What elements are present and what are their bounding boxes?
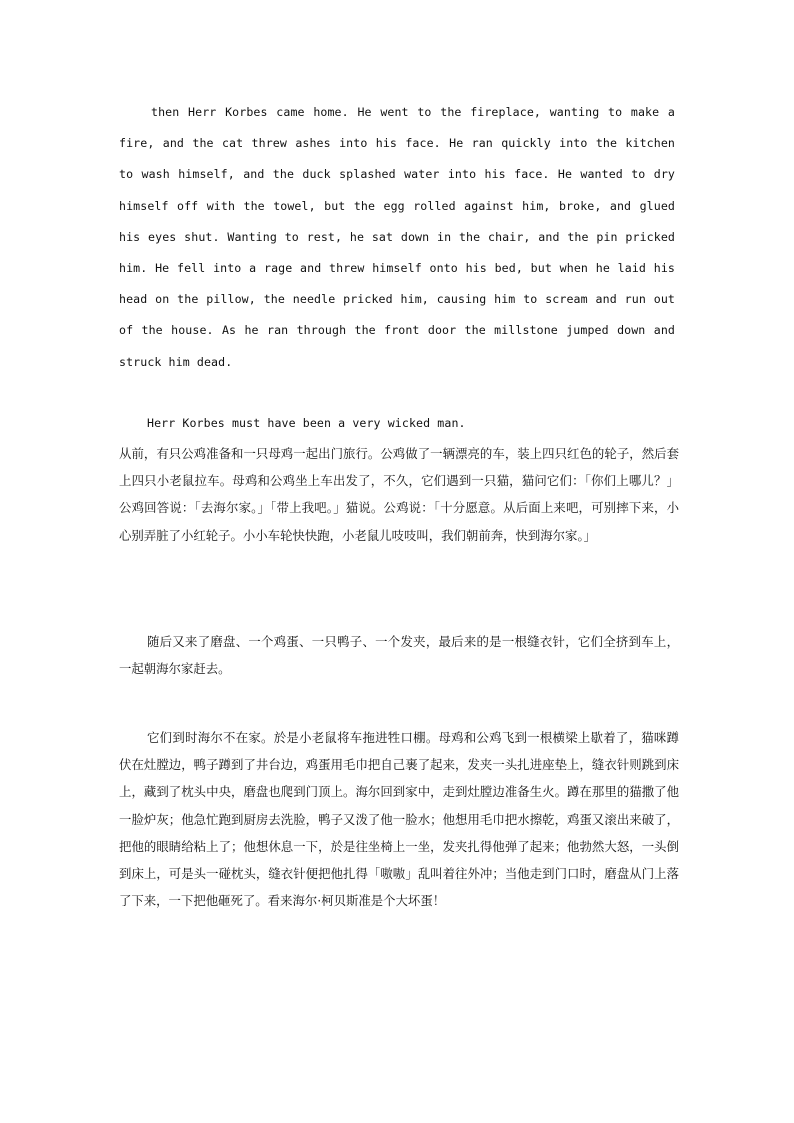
english-paragraph-1: then Herr Korbes came home. He went to the fireplace, wanting to make a fire, and the cat threw ashes into his face. He ran quickly into the kitchen to wash himself, and the duck splashed water into his face. He wanted to dry himself off with the towel, but the egg rolled against him, broke, and glued his eyes shut. Wanting to rest, he sat down in the chair, and the pin pricked him. He fell into a rage and threw himself onto his bed, but when he laid his head on the pillow, the needle pricked him, causing him to scream and run out of the house. As he ran through the front door the millstone jumped down and struck him dead. [119, 105, 675, 369]
english-paragraph-2: Herr Korbes must have been a very wicked man. [147, 416, 466, 430]
chinese-paragraph-1: 从前，有只公鸡准备和一只母鸡一起出门旅行。公鸡做了一辆漂亮的车，装上四只红色的轮子，然后套上四只小老鼠拉车。母鸡和公鸡坐上车出发了，不久，它们遇到一只猫，猫问它们：「你们上哪儿？」公鸡回答说：「去海尔家。」「带上我吧。」猫说。公鸡说：「十分愿意。从后面上来吧，可别摔下来，小心别弄脏了小红轮子。小小车轮快快跑，小老鼠儿吱吱叫，我们朝前奔，快到海尔家。」 [119, 446, 679, 543]
chinese-paragraph-3: 它们到时海尔不在家。於是小老鼠将车拖进牲口棚。母鸡和公鸡飞到一根横梁上歇着了，猫咪蹲伏在灶膛边，鸭子蹲到了井台边，鸡蛋用毛巾把自己裹了起来，发夹一头扎进座垫上，缝衣针则跳到床上，藏到了枕头中央，磨盘也爬到门顶上。海尔回到家中，走到灶膛边准备生火。蹲在那里的猫撒了他一脸炉灰；他急忙跑到厨房去洗脸，鸭子又泼了他一脸水；他想用毛巾把水擦乾，鸡蛋又滚出来破了，把他的眼睛给粘上了；他想休息一下，於是往坐椅上一坐，发夹扎得他弹了起来；他勃然大怒，一头倒到床上，可是头一碰枕头，缝衣针便把他扎得「嗷嗷」乱叫着往外冲；当他走到门口时，磨盘从门上落了下来，一下把他砸死了。看来海尔·柯贝斯准是个大坏蛋！ [119, 730, 679, 909]
chinese-paragraph-2: 随后又来了磨盘、一个鸡蛋、一只鸭子、一个发夹，最后来的是一根缝衣针，它们全挤到车上，一起朝海尔家赶去。 [119, 634, 679, 677]
